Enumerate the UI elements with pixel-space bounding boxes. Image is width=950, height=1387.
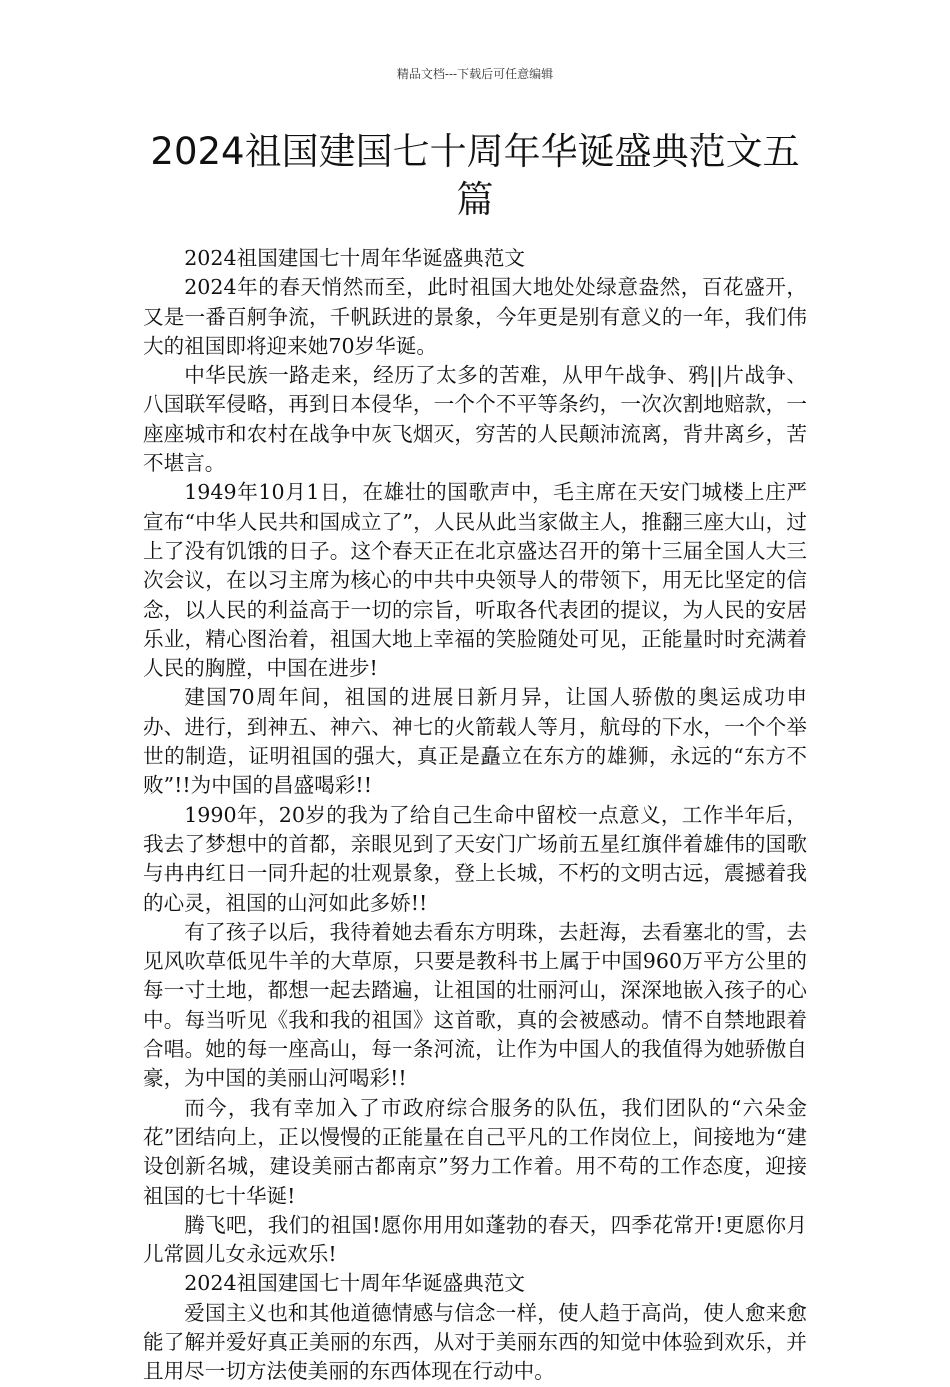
document-body bbox=[143, 244, 807, 1387]
paragraph: 2024祖国建国七十周年华诞盛典范文 bbox=[184, 1271, 525, 1296]
paragraph: 2024祖国建国七十周年华诞盛典范文 bbox=[184, 246, 525, 270]
paragraph: 中华民族一路走来，经历了太多的苦难，从甲午战争、鸦||片战争、八国联军侵略，再到日本侵华，一个个不平等条约，一次次割地赔款，一座座城市和农村在战争中灰飞烟灭，穷苦的人民颠沛流离，背井离乡，苦不堪言。 bbox=[143, 363, 807, 476]
paragraph: 腾飞吧，我们的祖国!愿你用用如蓬勃的春天，四季花常开!更愿你月儿常圆儿女永远欢乐! bbox=[143, 1212, 807, 1267]
paragraph: 爱国主义也和其他道德情感与信念一样，使人趋于高尚，使人愈来愈能了解并爱好真正美丽的东西，从对于美丽东西的知觉中体验到欢乐，并且用尽一切方法使美丽的东西体现在行动中。 bbox=[143, 1300, 807, 1384]
header-note: 精品文档---下载后可任意编辑 bbox=[396, 67, 554, 81]
paragraph: 1949年10月1日，在雄壮的国歌声中，毛主席在天安门城楼上庄严宣布“中华人民共和国成立了”，人民从此当家做主人，推翻三座大山，过上了没有饥饿的日子。这个春天正在北京盛达召开的第十三届全国人大三次会议，在以习主席为核心的中共中央领导人的带领下，用无比坚定的信念，以人民的利益高于一切的宗旨，听取各代表团的提议，为人民的安居乐业，精心图治着，祖国大地上幸福的笑脸随处可见，正能量时时充满着人民的胸膛，中国在进步! bbox=[143, 480, 807, 681]
paragraph: 1990年，20岁的我为了给自己生命中留校一点意义，工作半年后，我去了梦想中的首都，亲眼见到了天安门广场前五星红旗伴着雄伟的国歌与冉冉红日一同升起的壮观景象，登上长城，不朽的文明古远，震撼着我的心灵，祖国的山河如此多娇!! bbox=[143, 802, 807, 915]
document-title: 2024祖国建国七十周年华诞盛典范文五篇 bbox=[150, 130, 800, 221]
paragraph: 建国70周年间，祖国的进展日新月异，让国人骄傲的奥运成功申办、进行，到神五、神六、神七的火箭载人等月，航母的下水，一个个举世的制造，证明祖国的强大，真正是矗立在东方的雄狮，永远的“东方不败”!!为中国的昌盛喝彩!! bbox=[143, 685, 807, 798]
paragraph: 2024年的春天悄然而至，此时祖国大地处处绿意盎然，百花盛开，又是一番百舸争流，千帆跃进的景象，今年更是别有意义的一年，我们伟大的祖国即将迎来她70岁华诞。 bbox=[143, 275, 807, 358]
paragraph: 而今，我有幸加入了市政府综合服务的队伍，我们团队的“六朵金花”团结向上，正以慢慢的正能量在自己平凡的工作岗位上，间接地为“建设创新名城，建设美丽古都南京”努力工作着。用不苟的工作态度，迎接祖国的七十华诞! bbox=[143, 1095, 807, 1208]
paragraph: 有了孩子以后，我待着她去看东方明珠，去赶海，去看塞北的雪，去见风吹草低见牛羊的大草原，只要是教科书上属于中国960万平方公里的每一寸土地，都想一起去踏遍，让祖国的壮丽河山，深深地嵌入孩子的心中。每当听见《我和我的祖国》这首歌，真的会被感动。情不自禁地跟着合唱。她的每一座高山，每一条河流，让作为中国人的我值得为她骄傲自豪，为中国的美丽山河喝彩!! bbox=[143, 919, 807, 1091]
